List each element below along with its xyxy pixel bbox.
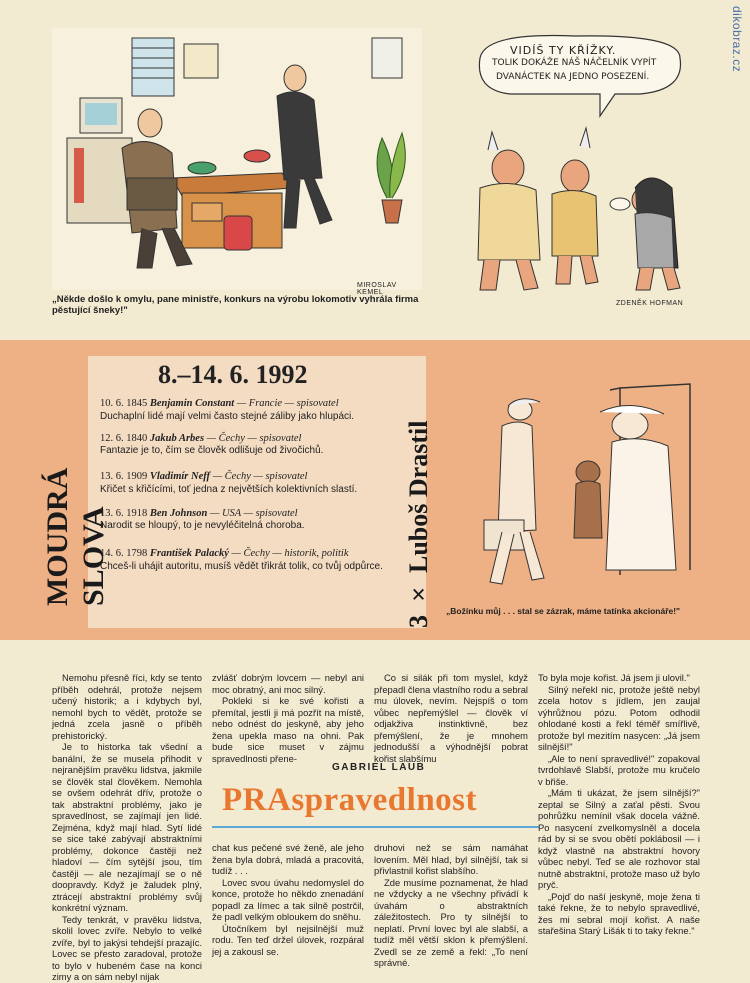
quote-item — [100, 508, 390, 533]
cartoon-chief-artist: ZDENĚK HOFMAN — [616, 300, 684, 307]
quote-text: Fantazie je to, čím se člověk odlišuje od živočichů. — [100, 445, 324, 456]
quote-author: Vladimír Neff — [149, 471, 211, 482]
article-paragraph: Silný neřekl nic, protože ještě nebyl zcela hotov s jídlem, jen zaujal výhrůžnou pózu. Potom odhodil ohlodané kosti a řekl téměř smířlivě, protože byl mezitím nasycen: „Já jsem silnější!" — [538, 683, 700, 752]
quotes-list — [100, 398, 390, 583]
article-paragraph: „Pojď do naší jeskyně, moje žena ti také řekne, že to nebylo spravedlivé, žes mi sebral mojí kořist. A naše stařešina Starý Lišák ti to taky řekne." — [538, 890, 700, 936]
article-paragraph: Tedy tenkrát, v pravěku lidstva, skolil lovec zvíře. Nebylo to velké zvíře, byl to jakýsi tehdejší prazajíc. Lovec se přesto zaradoval, protože to bylo v hubeném čase na konci zimy a on sám nebyl nijak — [52, 913, 202, 982]
article-paragraph: To byla moje kořist. Já jsem ji ulovil." — [538, 672, 690, 683]
site-watermark: dikobraz.cz — [730, 6, 744, 73]
quote-meta: — Francie — spisovatel — [236, 398, 339, 409]
article-column-3-bottom — [374, 842, 528, 969]
speech-bubble-line-3: DVANÁCTEK NA JEDNO POSEZENÍ. — [496, 72, 650, 82]
cartoon-ministry-artist: MIROSLAV KEMEL — [357, 282, 397, 296]
quote-date: 13. 6. 1909 — [100, 471, 148, 482]
cartoon-ministry-caption: „Někde došlo k omylu, pane ministře, konkurs na výrobu lokomotiv vyhrála firma pěstující šneky!" — [52, 294, 419, 316]
quote-meta: — USA — spisovatel — [209, 507, 298, 519]
article-column-2-bottom — [212, 842, 364, 957]
quote-date: 10. 6. 1845 — [100, 398, 148, 409]
article-paragraph: Zde musíme poznamenat, že hlad ne vždycky a ne všechny přivádí k úvahám o abstraktních záležitostech. Pro ty silnější to neplatí. První lovec byl ale slabší, a tudíž měl větší sklon k přemýšlení. Zvedl se ze země a řekl: „To není správné. — [374, 876, 528, 968]
cartoon-shareholder — [440, 370, 710, 600]
quote-text: Křičet s křičícími, toť jedna z největších kolektivních slastí. — [100, 483, 358, 495]
article-column-3-top — [374, 672, 528, 764]
date-range: 8.–14. 6. 1992 — [158, 360, 308, 389]
quote-meta: — Čechy — spisovatel — [206, 432, 302, 444]
side-artist-credit: 3 × Luboš Drastil — [404, 420, 433, 628]
cartoon-shareholder-caption: „Božínku můj . . . stal se zázrak, máme tatínka akcionáře!" — [446, 606, 681, 616]
article-column-4 — [538, 672, 700, 937]
article-paragraph: zvlášť dobrým lovcem — nebyl ani moc obratný, ani moc silný. — [212, 672, 364, 695]
quote-text: Chceš-li uhájit autoritu, musíš vědět třikrát tolik, co tvůj odpůrce. — [100, 560, 383, 572]
speech-bubble-line-1: VIDÍŠ TY KŘÍŽKY. — [510, 44, 617, 57]
quote-date: 14. 6. 1798 — [100, 548, 148, 559]
quote-author: Ben Johnson — [149, 507, 208, 519]
quote-author: František Palacký — [149, 548, 229, 559]
cartoon-chief-illustration — [440, 28, 712, 298]
quote-item — [100, 433, 390, 458]
article-author: GABRIEL LAUB — [332, 762, 426, 773]
quote-text: Duchaplní lidé mají velmi často stejné záliby jako hlupáci. — [100, 410, 355, 422]
cartoon-shareholder-illustration — [440, 370, 710, 600]
quote-meta: — Čechy — spisovatel — [212, 471, 308, 482]
article-paragraph: Útočníkem byl nejsilnější muž rodu. Ten teď držel úlovek, rozpáral jej a zakousl se. — [212, 922, 364, 957]
article-paragraph: chat kus pečené své ženě, ale jeho žena byla dobrá, mladá a pracovitá, tudíž . . . — [212, 842, 364, 876]
article-title: PRAspravedlnost — [222, 782, 478, 818]
quote-author: Jakub Arbes — [149, 432, 205, 444]
article-paragraph: Co si silák při tom myslel, když přepadl člena vlastního rodu a sebral mu úlovek, nevím. Nejspíš o tom vůbec nepřemýšlel — člověk ví odjakživa instinktivně, bez přemýšlení, že je mnohem jednodušší a výhodnější pobrat kořist slabšímu — [374, 672, 528, 764]
article-paragraph: Pokleki si ke své kořisti a přemítal, jestli ji má pozřít na místě, nebo odnést do jeskyně, aby jeho žena upekla maso na ohni. Pak bude sice muset v zájmu spravedlnosti přene- — [212, 695, 364, 764]
cartoon-ministry-illustration — [52, 28, 422, 290]
article-paragraph: Nemohu přesně říci, kdy se tento příběh odehrál, protože nejsem učený historik; a i kdybych byl, nemohl bych to vědět, protože se jedná zcela jasně o příběh prehistorický. — [52, 672, 202, 741]
article-column-1 — [52, 672, 202, 983]
quote-date: 12. 6. 1840 — [100, 432, 148, 444]
article-column-2-top — [212, 672, 364, 764]
speech-bubble-line-2: TOLIK DOKÁŽE NÁŠ NÁČELNÍK VYPÍT — [492, 58, 657, 68]
quote-meta: — Čechy — historik, politik — [231, 548, 349, 559]
title-underline — [212, 826, 539, 828]
cartoon-chief — [440, 28, 712, 316]
cartoon-ministry — [52, 28, 422, 296]
quote-item — [100, 471, 390, 496]
quote-author: Benjamin Constant — [149, 398, 235, 409]
quote-item — [100, 548, 390, 573]
article-paragraph: Je to historka tak všední a banální, že se musela přihodit v nejranějším pravěku lidstva, jakmile se člověk stal člověkem. Nemohla se ovšem odehrát dřív, protože o tak abstraktní problémy, jako je spravedlnost, se zajímají jen lidé. Zejména, když mají hlad. Sytí lidé se sice také zabývají abstraktními problémy, dokonce častěji než hladoví — čím sytější jsou, tím častěji — ale nezajímají se o ně doopravdy. Když je žaludek plný, ztrácejí abstraktní problémy svůj konkrétní význam. — [52, 741, 202, 913]
article-paragraph: druhovi než se sám namáhat lovením. Měl hlad, byl silnější, tak si přivlastnil kořist slabšího. — [374, 842, 528, 876]
quote-date: 13. 6. 1918 — [100, 507, 148, 519]
article-paragraph: „Ale to není spravedlivé!" zopakoval tvrdohlavě Slabší, protože mu kručelo v břiše. — [538, 752, 700, 787]
quote-text: Narodit se hloupý, to je nevyléčitelná choroba. — [100, 520, 305, 531]
sidebar-title: MOUDRÁ SLOVA — [41, 467, 110, 606]
quote-item — [100, 398, 390, 423]
article-paragraph: „Mám ti ukázat, že jsem silnější?" zeptal se Silný a zaťal pěsti. Svou pohrůžku nemínil však docela vážně. Po nasycení zvelkomyslněl a docela rád by si se svou obětí poklábosil — i když vlastně na abstraktní hovory vůbec nebyl. Teď se ale rozhovor stal nutně abstraktní, protože maso už bylo pryč. — [538, 787, 700, 890]
article-paragraph: Lovec svou úvahu nedomyslel do konce, protože ho někdo znenadání popadl za límec a tak silně postrčil, že padl velkým obloukem do sněhu. — [212, 876, 364, 922]
